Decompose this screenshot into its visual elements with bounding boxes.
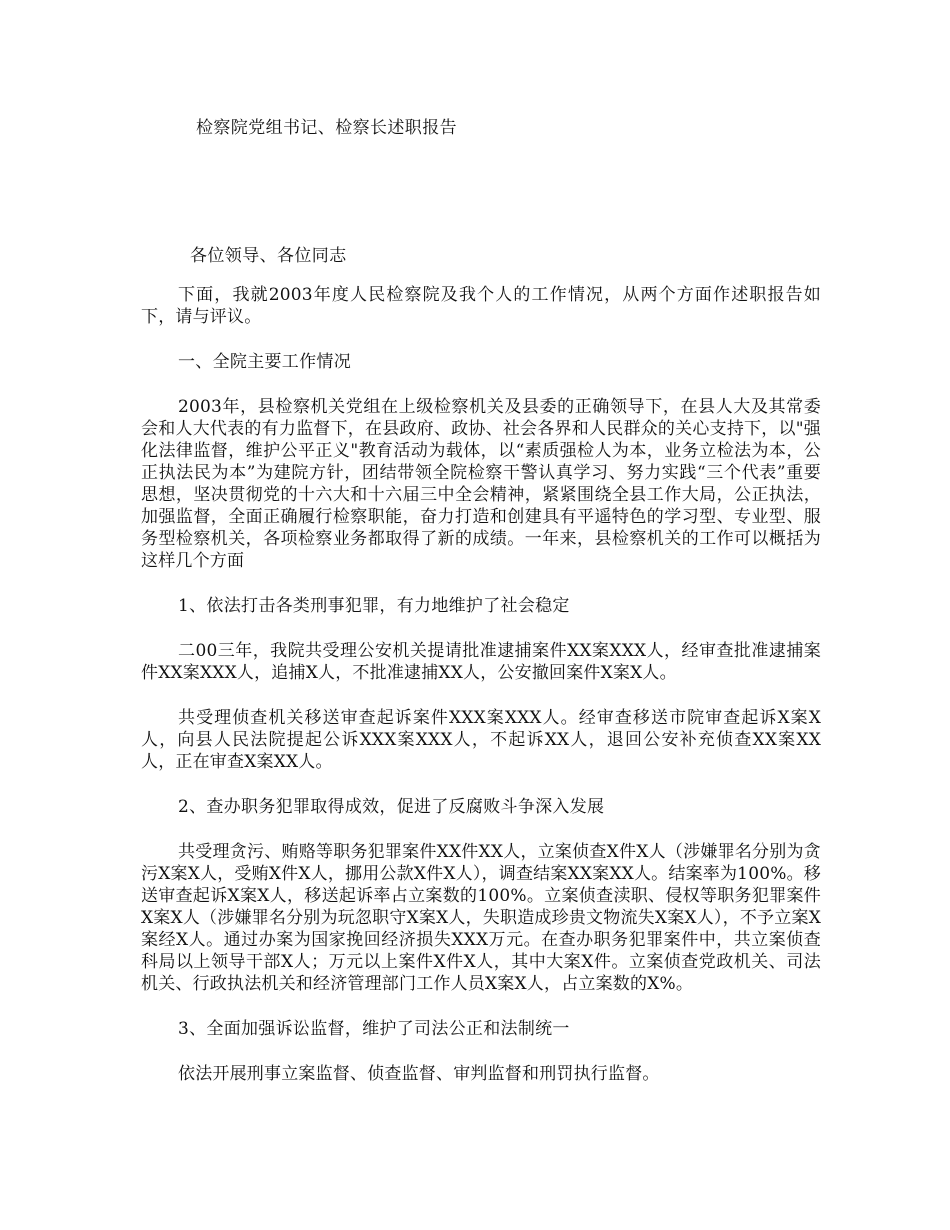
item-paragraph-prosecutions: 共受理侦查机关移送审查起诉案件XXX案XXX人。经审查移送市院审查起诉X案X人，向县人民法院提起公诉XXX案XXX人，不起诉XX人，退回公安补充侦查XX案XX人，正在审查X案XX人。 [141,708,821,772]
salutation: 各位领导、各位同志 [190,246,347,266]
item-paragraph-litigation-supervision: 依法开展刑事立案监督、侦查监督、审判监督和刑罚执行监督。 [178,1064,660,1084]
item-paragraph-duty-crimes: 共受理贪污、贿赂等职务犯罪案件XX件XX人，立案侦查X件X人（涉嫌罪名分别为贪污X案X人，受贿X件X人，挪用公款X件X人），调查结案XX案XX人。结案率为100%。移送审查起诉X案X人，移送起诉率占立案数的100%。立案侦查渎职、侵权等职务犯罪案件X案X人（涉嫌罪名分别为玩忽职守X案X人，失职造成珍贵文物流失X案X人），不予立案X案经X人。通过办案为国家挽回经济损失XXX万元。在查办职务犯罪案件中，共立案侦查科局以上领导干部X人；万元以上案件X件X人，其中大案X件。立案侦查党政机关、司法机关、行政执法机关和经济管理部门工作人员X案X人，占立案数的X%。 [141,842,821,994]
document-body [141,284,821,1108]
section-paragraph-overall-work: 2003年，县检察机关党组在上级检察机关及县委的正确领导下，在县人大及其常委会和人大代表的有力监督下，在县政府、政协、社会各界和人民群众的关心支持下，以"强化法律监督，维护公平正义"教育活动为载体，以“素质强检人为本，业务立检法为本，公正执法民为本”为建院方针，团结带领全院检察干警认真学习、努力实践“三个代表”重要思想，坚决贯彻党的十六大和十六届三中全会精神，紧紧围绕全县工作大局，公正执法，加强监督，全面正确履行检察职能，奋力打造和创建具有平遥特色的学习型、专业型、服务型检察机关，各项检察业务都取得了新的成绩。一年来，县检察机关的工作可以概括为这样几个方面 [141,397,821,571]
item-heading-criminal-crimes: 1、依法打击各类刑事犯罪，有力地维护了社会稳定 [178,596,570,616]
item-paragraph-arrests: 二00三年，我院共受理公安机关提请批准逮捕案件XX案XXX人，经审查批准逮捕案件XX案XXX人，追捕X人，不批准逮捕XX人，公安撤回案件X案X人。 [141,641,821,683]
item-heading-duty-crimes: 2、查办职务犯罪取得成效，促进了反腐败斗争深入发展 [178,797,605,817]
section-heading-overall-work: 一、全院主要工作情况 [178,352,351,372]
item-heading-litigation-supervision: 3、全面加强诉讼监督，维护了司法公正和法制统一 [178,1019,570,1039]
document-title: 检察院党组书记、检察长述职报告 [196,118,457,138]
intro-paragraph: 下面，我就2003年度人民检察院及我个人的工作情况，从两个方面作述职报告如下，请与评议。 [141,285,821,327]
